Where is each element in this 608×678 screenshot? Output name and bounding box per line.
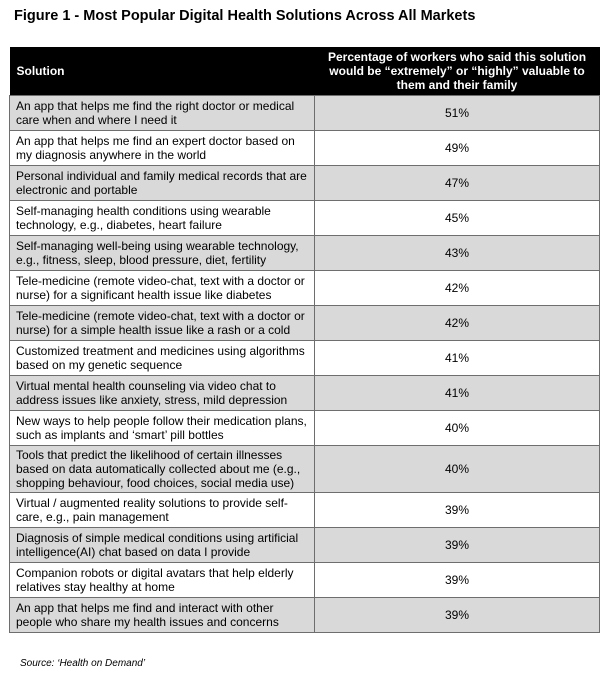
table-row bbox=[10, 528, 600, 563]
solution-cell: New ways to help people follow their medication plans, such as implants and ‘smart’ pill bottles bbox=[10, 411, 315, 446]
header-solution: Solution bbox=[10, 47, 315, 96]
percentage-cell: 43% bbox=[315, 236, 600, 271]
solution-cell: Self-managing well-being using wearable technology, e.g., fitness, sleep, blood pressure, diet, fertility bbox=[10, 236, 315, 271]
percentage-cell: 39% bbox=[315, 528, 600, 563]
header-percentage: Percentage of workers who said this solution would be “extremely” or “highly” valuable to them and their family bbox=[315, 47, 600, 96]
percentage-cell: 47% bbox=[315, 166, 600, 201]
solution-cell: Virtual mental health counseling via video chat to address issues like anxiety, stress, mild depression bbox=[10, 376, 315, 411]
percentage-cell: 49% bbox=[315, 131, 600, 166]
percentage-cell: 40% bbox=[315, 446, 600, 493]
table-row bbox=[10, 236, 600, 271]
figure-title: Figure 1 - Most Popular Digital Health Solutions Across All Markets bbox=[14, 8, 476, 24]
solution-cell: Customized treatment and medicines using algorithms based on my genetic sequence bbox=[10, 341, 315, 376]
table-row bbox=[10, 376, 600, 411]
solution-cell: Diagnosis of simple medical conditions using artificial intelligence(AI) chat based on data I provide bbox=[10, 528, 315, 563]
percentage-cell: 40% bbox=[315, 411, 600, 446]
table-row bbox=[10, 166, 600, 201]
table-row bbox=[10, 341, 600, 376]
table-header-row bbox=[10, 47, 600, 96]
solution-cell: Self-managing health conditions using wearable technology, e.g., diabetes, heart failure bbox=[10, 201, 315, 236]
solution-cell: Personal individual and family medical records that are electronic and portable bbox=[10, 166, 315, 201]
solution-cell: Tele-medicine (remote video-chat, text with a doctor or nurse) for a significant health issue like diabetes bbox=[10, 271, 315, 306]
solution-cell: Tele-medicine (remote video-chat, text with a doctor or nurse) for a simple health issue like a rash or a cold bbox=[10, 306, 315, 341]
percentage-cell: 42% bbox=[315, 306, 600, 341]
solution-cell: An app that helps me find the right doctor or medical care when and where I need it bbox=[10, 96, 315, 131]
source-note: Source: ‘Health on Demand’ bbox=[20, 658, 146, 669]
solutions-table bbox=[9, 47, 600, 633]
table-row bbox=[10, 201, 600, 236]
solution-cell: An app that helps me find and interact with other people who share my health issues and concerns bbox=[10, 598, 315, 633]
table-row bbox=[10, 563, 600, 598]
table-row bbox=[10, 96, 600, 131]
table-row bbox=[10, 446, 600, 493]
percentage-cell: 42% bbox=[315, 271, 600, 306]
table-row bbox=[10, 271, 600, 306]
solution-cell: Tools that predict the likelihood of certain illnesses based on data automatically collected about me (e.g., shopping behaviour, food choices, social media use) bbox=[10, 446, 315, 493]
table-row bbox=[10, 131, 600, 166]
table-row bbox=[10, 411, 600, 446]
percentage-cell: 39% bbox=[315, 598, 600, 633]
table-row bbox=[10, 306, 600, 341]
percentage-cell: 39% bbox=[315, 563, 600, 598]
percentage-cell: 45% bbox=[315, 201, 600, 236]
percentage-cell: 41% bbox=[315, 341, 600, 376]
solution-cell: Virtual / augmented reality solutions to provide self-care, e.g., pain management bbox=[10, 493, 315, 528]
percentage-cell: 41% bbox=[315, 376, 600, 411]
table-row bbox=[10, 493, 600, 528]
solution-cell: Companion robots or digital avatars that help elderly relatives stay healthy at home bbox=[10, 563, 315, 598]
percentage-cell: 39% bbox=[315, 493, 600, 528]
percentage-cell: 51% bbox=[315, 96, 600, 131]
solution-cell: An app that helps me find an expert doctor based on my diagnosis anywhere in the world bbox=[10, 131, 315, 166]
table-row bbox=[10, 598, 600, 633]
